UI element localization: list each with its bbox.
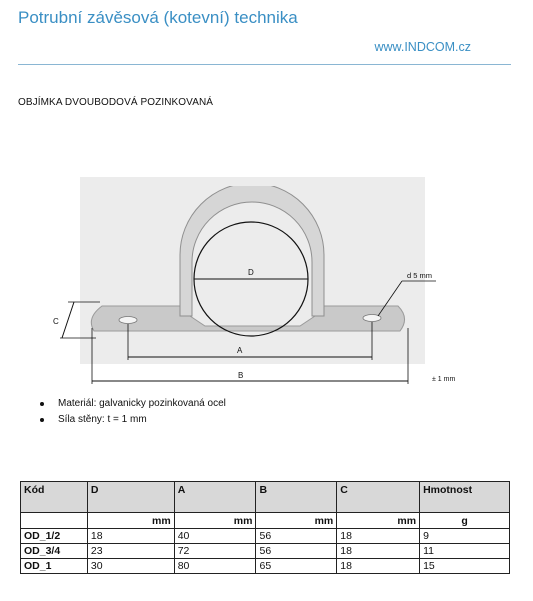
- cell-weight: 11: [420, 544, 510, 559]
- tolerance-label: ± 1 mm: [432, 376, 456, 383]
- label-c: C: [53, 317, 59, 326]
- col-header-c: C: [337, 482, 420, 513]
- col-header-weight: Hmotnost: [420, 482, 510, 513]
- spec-bullets: [40, 396, 226, 428]
- cell-code: OD_1: [21, 559, 88, 574]
- cell-b: 65: [256, 559, 337, 574]
- cell-code: OD_3/4: [21, 544, 88, 559]
- bullet-material: Materiál: galvanicky pozinkovaná ocel: [40, 396, 226, 412]
- col-header-b: B: [256, 482, 337, 513]
- label-hole: d 5 mm: [407, 271, 433, 280]
- table-row: [21, 544, 510, 559]
- unit-weight: g: [420, 513, 510, 529]
- cell-d: 23: [87, 544, 174, 559]
- spec-table: [20, 481, 510, 574]
- table-row: [21, 559, 510, 574]
- cell-a: 80: [174, 559, 256, 574]
- label-a: A: [237, 346, 243, 355]
- clamp-base-plate: [91, 306, 404, 331]
- cell-code: OD_1/2: [21, 529, 88, 544]
- unit-d: mm: [87, 513, 174, 529]
- product-drawing: [48, 186, 468, 386]
- table-header-row: [21, 482, 510, 513]
- cell-a: 72: [174, 544, 256, 559]
- page-title: Potrubní závěsová (kotevní) technika: [18, 8, 298, 27]
- cell-a: 40: [174, 529, 256, 544]
- website-link[interactable]: www.INDCOM.cz: [374, 40, 471, 54]
- unit-b: mm: [256, 513, 337, 529]
- col-header-a: A: [174, 482, 256, 513]
- cell-weight: 15: [420, 559, 510, 574]
- col-header-d: D: [87, 482, 174, 513]
- table-units-row: [21, 513, 510, 529]
- unit-c: mm: [337, 513, 420, 529]
- cell-c: 18: [337, 559, 420, 574]
- unit-a: mm: [174, 513, 256, 529]
- header-divider: [18, 64, 511, 65]
- cell-c: 18: [337, 544, 420, 559]
- col-header-code: Kód: [21, 482, 88, 513]
- cell-d: 18: [87, 529, 174, 544]
- cell-c: 18: [337, 529, 420, 544]
- table-row: [21, 529, 510, 544]
- product-title: OBJÍMKA DVOUBODOVÁ POZINKOVANÁ: [18, 97, 214, 108]
- label-d: D: [248, 268, 254, 277]
- cell-b: 56: [256, 529, 337, 544]
- mounting-hole-left: [119, 317, 137, 324]
- bullet-wall-thickness: Síla stěny: t = 1 mm: [40, 412, 226, 428]
- label-b: B: [238, 371, 244, 380]
- cell-b: 56: [256, 544, 337, 559]
- cell-weight: 9: [420, 529, 510, 544]
- cell-d: 30: [87, 559, 174, 574]
- unit-code: [21, 513, 88, 529]
- dimension-c-line: [62, 302, 74, 338]
